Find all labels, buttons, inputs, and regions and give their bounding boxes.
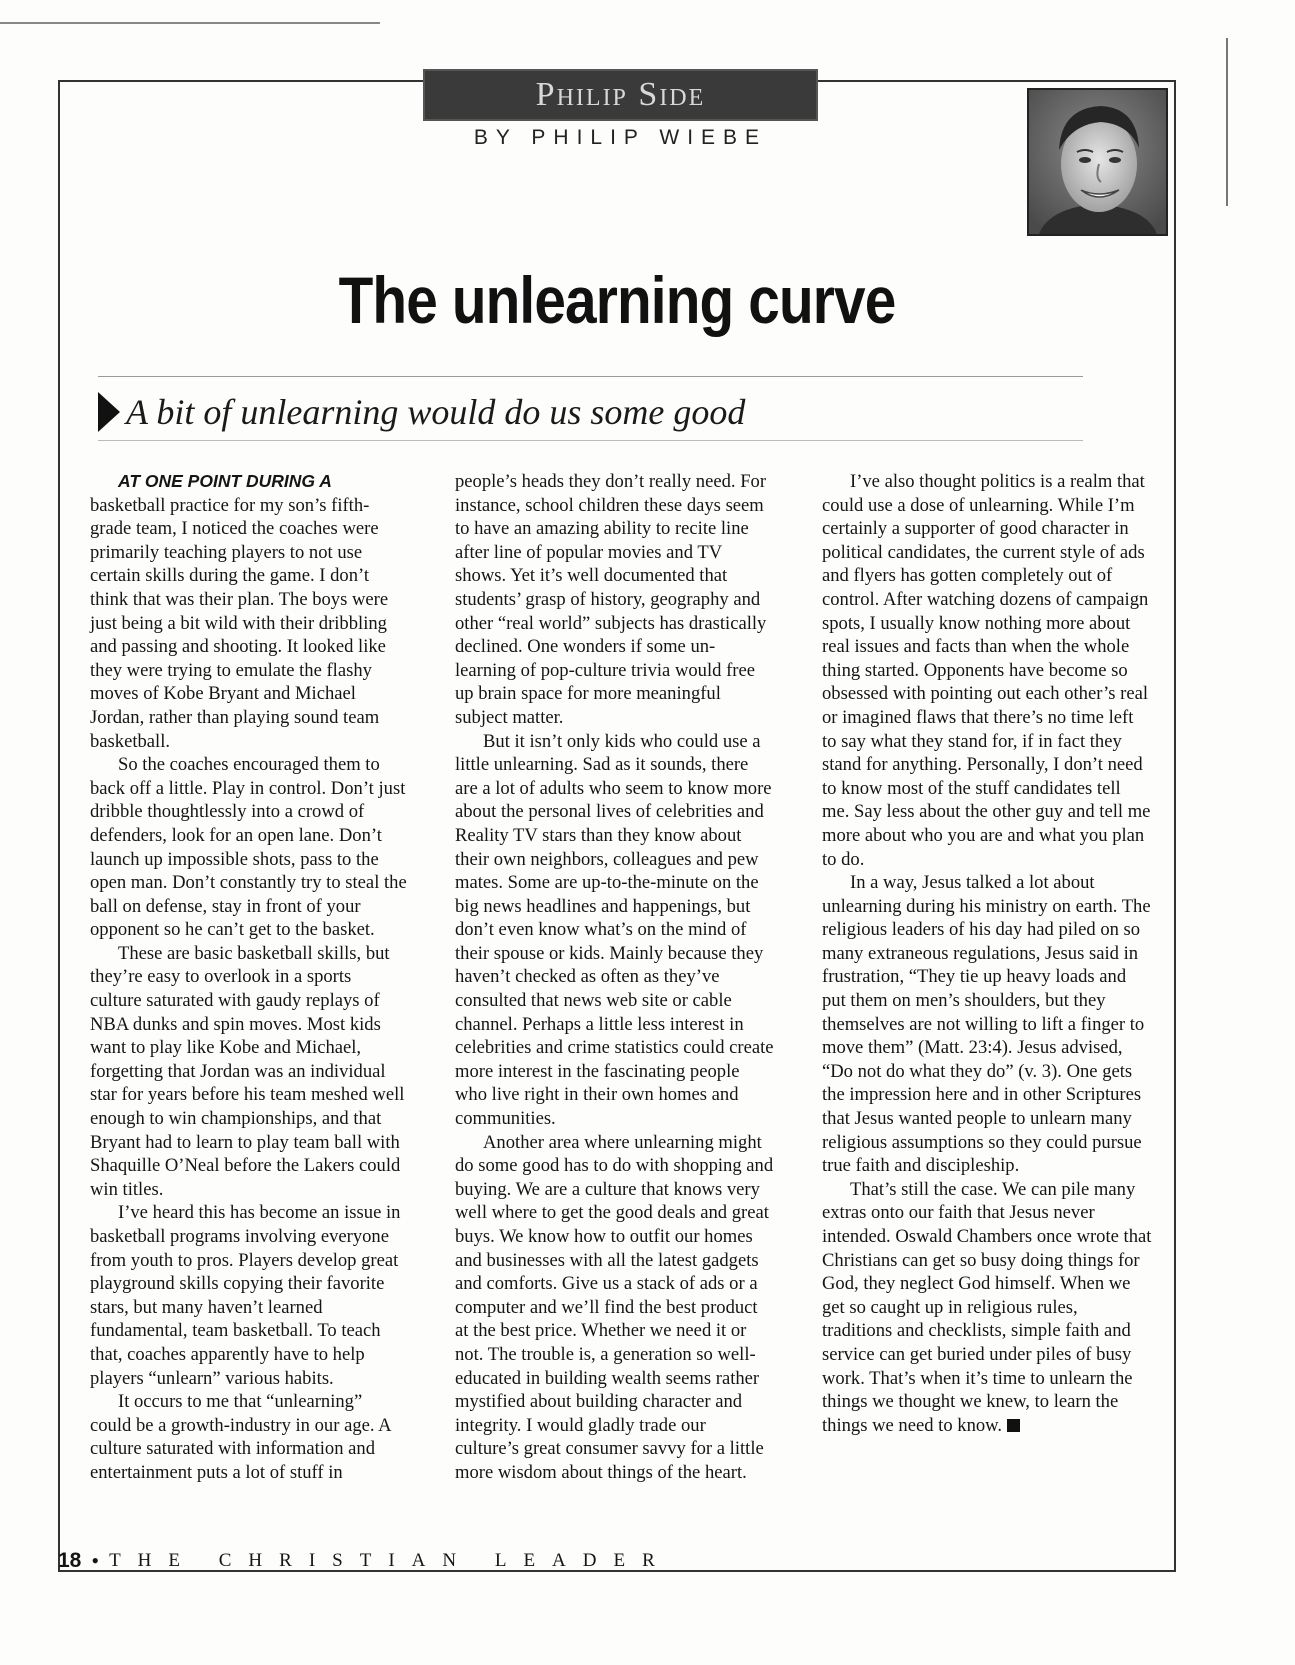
paragraph: people’s heads they don’t really need. For instance, school children these days seem to have an amazing ability to recite line after line of popular movies and TV shows. Yet it’s well documented that students’ grasp of history, geography and other “real world” subjects has drastically declined. One wonders if some un-learning of pop-culture trivia would free up brain space for more meaningful subject matter. (455, 471, 767, 728)
triangle-bullet-icon (98, 392, 120, 432)
paragraph: So the coaches encouraged them to back off a little. Play in control. Don’t just dribble thoughtlessly into a crowd of defenders, look for an open lane. Don’t launch up impossible shots, pass to the open man. Don’t constantly try to steal the ball on defense, stay in front of your opponent so he can’t get to the basket. (90, 754, 407, 941)
page-number: 18 (58, 1549, 82, 1572)
column-banner (423, 69, 818, 121)
publication-name: THE CHRISTIAN LEADER (109, 1550, 672, 1571)
byline: BY PHILIP WIEBE (473, 126, 768, 149)
lead-in: AT ONE POINT DURING A (118, 471, 332, 491)
article-title: The unlearning curve (338, 263, 896, 337)
paragraph: But it isn’t only kids who could use a little unlearning. Sad as it sounds, there are a lot of adults who seem to know more about the personal lives of celebrities and Reality TV stars than they know about their own neighbors, colleagues and pew mates. Some are up-to-the-minute on the big news headlines and happenings, but don’t even know what’s on the mind of their spouse or kids. Mainly because they haven’t checked as often as they’ve consulted that news web site or cable channel. Perhaps a little less interest in celebrities and crime statistics could create more interest in the fascinating people who live right in their own homes and communities. (455, 730, 774, 1130)
paragraph: It occurs to me that “unlearning” could be a growth-industry in our age. A culture saturated with information and entertainment puts a lot of stuff in (90, 1391, 391, 1483)
paragraph-text: That’s still the case. We can pile many extras onto our faith that Jesus never intended. Oswald Chambers once wrote that Christians can get so busy doing things for God, they neglect God himself. When we get so caught up in religious rules, traditions and checklists, simple faith and service can get buried under piles of busy work. That’s when it’s time to unlearn the things we thought we knew, to learn the things we need to know. (822, 1178, 1152, 1436)
column-3 (822, 470, 1152, 1437)
bullet-separator-icon: • (91, 1548, 100, 1573)
author-portrait-image (1029, 90, 1166, 234)
end-mark-icon (1007, 1419, 1020, 1432)
top-rule (0, 22, 380, 24)
paragraph: In a way, Jesus talked a lot about unlearning during his ministry on earth. The religious leaders of his day had piled on so many extraneous regulations, Jesus said in frustration, “They tie up heavy loads and put them on men’s shoulders, but they themselves are not willing to lift a finger to move them” (Matt. 23:4). Jesus advised, “Do not do what they do” (v. 3). One gets the impression here and in other Scriptures that Jesus wanted people to unlearn many religious assumptions so they could pursue true faith and discipleship. (822, 872, 1151, 1177)
paragraph: I’ve also thought politics is a realm that could use a dose of unlearning. While I’m certainly a supporter of good character in political candidates, the current style of ads and flyers has gotten completely out of control. After watching dozens of campaign spots, I usually know nothing more about real issues and facts than when the whole thing started. Opponents have become so obsessed with pointing out each other’s real or imagined flaws that there’s no time left to say what they stand for, if in fact they stand for anything. Personally, I don’t need to know most of the stuff candidates tell me. Say less about the other guy and tell me more about who you are and what you plan to do. (822, 471, 1151, 870)
deck-text: A bit of unlearning would do us some good (126, 392, 746, 432)
paragraph: I’ve heard this has become an issue in basketball programs involving everyone from youth to pros. Players develop great playground skills copying their favorite stars, but many haven’t learned fundamental, team basketball. To teach that, coaches apparently have to help players “unlearn” various habits. (90, 1202, 401, 1389)
paragraph (822, 1178, 1152, 1438)
deck-rule-bottom (98, 440, 1083, 441)
column-1 (90, 470, 407, 1485)
deck (98, 384, 745, 440)
deck-rule-top (98, 376, 1083, 377)
paragraph: Another area where unlearning might do some good has to do with shopping and buying. We are a culture that knows very well where to get the good deals and great buys. We know how to outfit our homes and businesses with all the latest gadgets and comforts. Give us a stack of ads or a computer and we’ll find the best product at the best price. Whether we need it or not. The trouble is, a generation so well-educated in building wealth seems rather mystified about building character and integrity. I would gladly trade our culture’s great consumer savvy for a little more wisdom about things of the heart. (455, 1131, 774, 1483)
column-2 (455, 470, 774, 1485)
paragraph: basketball practice for my son’s fifth-grade team, I noticed the coaches were primarily teaching players to not use certain skills during the game. I don’t think that was their plan. The boys were just being a bit wild with their dribbling and passing and shooting. It looked like they were trying to emulate the flashy moves of Kobe Bryant and Michael Jordan, rather than playing sound team basketball. (90, 494, 389, 752)
author-photo (1027, 88, 1168, 236)
right-margin-rule (1226, 38, 1228, 206)
page-footer (58, 1546, 672, 1576)
paragraph: These are basic basketball skills, but they’re easy to overlook in a sports culture saturated with gaudy replays of NBA dunks and spin moves. Most kids want to play like Kobe and Michael, forgetting that Jordan was an individual star for years before his team meshed well enough to win championships, and that Bryant had to learn to play team ball with Shaquille O’Neal before the Lakers could win titles. (90, 942, 405, 1200)
column-name: Philip Side (535, 76, 706, 113)
